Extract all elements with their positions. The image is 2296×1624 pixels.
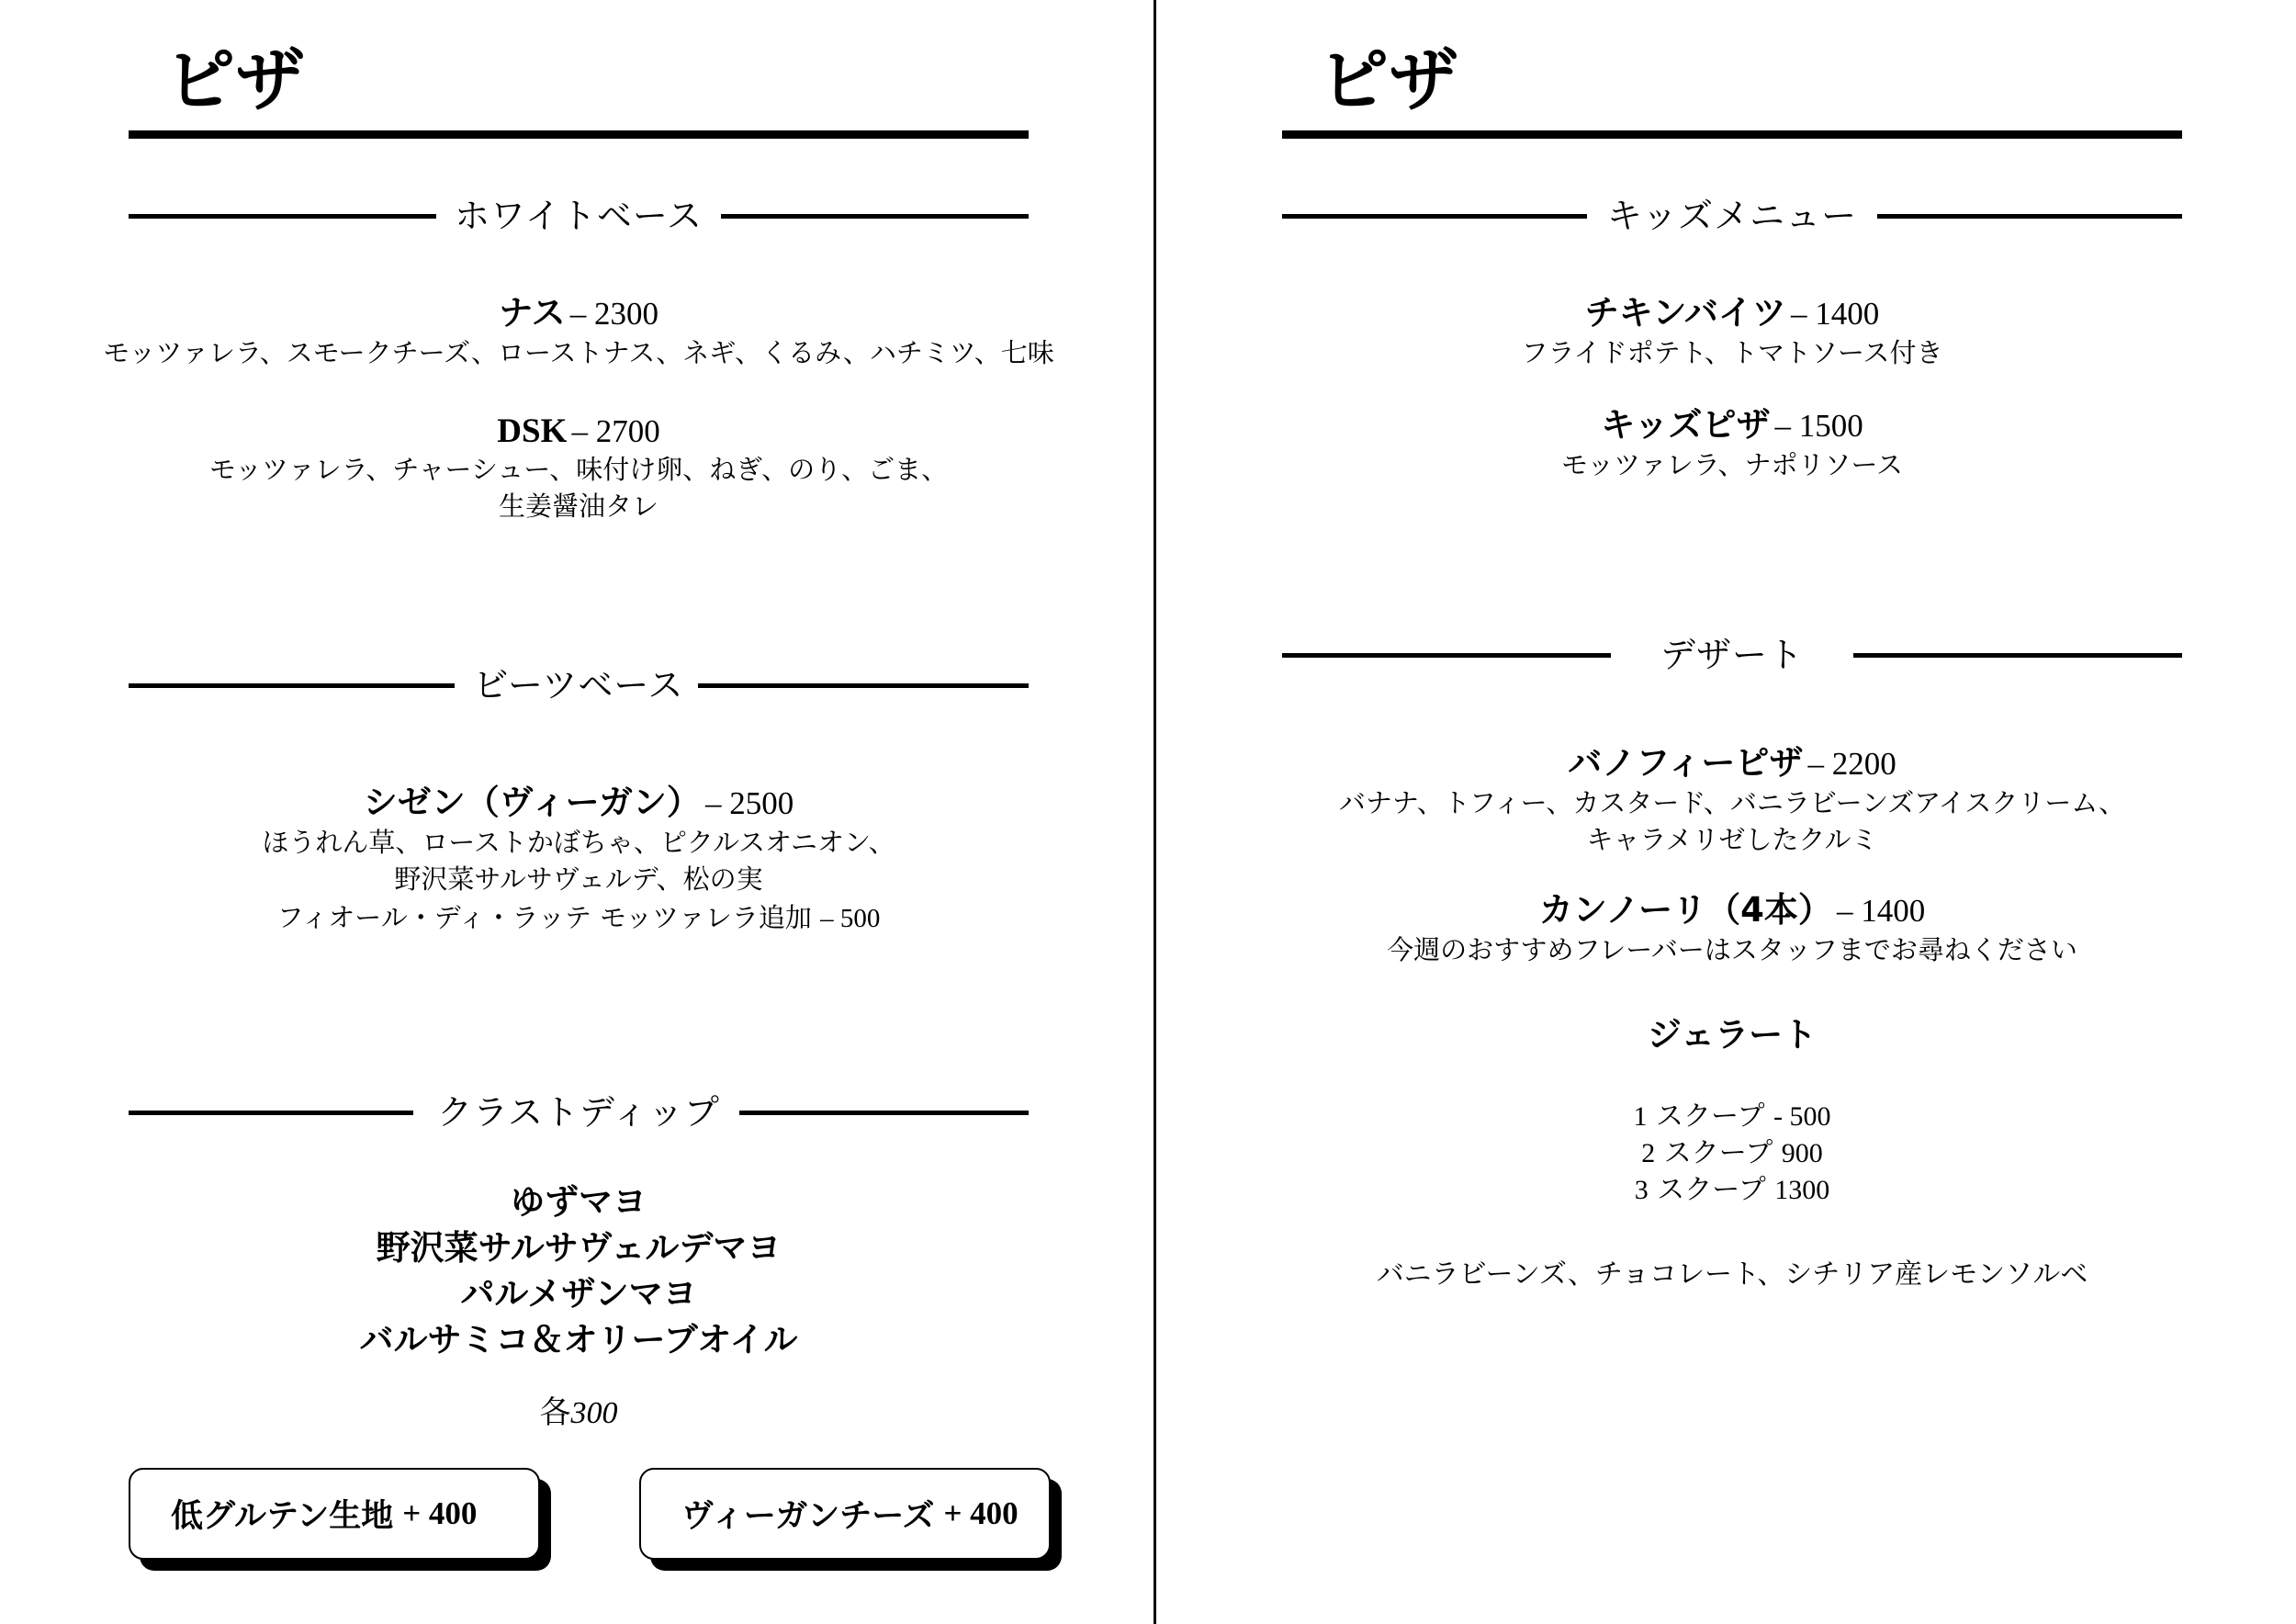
menu-item-nasu (73, 285, 1084, 371)
item-description: キャラメリゼしたクルミ (1586, 824, 1878, 855)
section-heading-white-base (129, 188, 1029, 243)
list-item: 野沢菜サルサヴェルデマヨ (376, 1228, 782, 1268)
dip-price (129, 1387, 1029, 1432)
menu-item-banoffee-pizza (1227, 735, 2237, 858)
section-heading-dessert (1282, 627, 2182, 682)
item-extra-price: – 500 (820, 904, 881, 933)
section-heading-kids-menu (1282, 188, 2182, 243)
item-name: カンノーリ（4本） (1538, 890, 1832, 930)
list-item (1282, 1135, 2182, 1172)
scoop-count: 2 (1641, 1138, 1656, 1168)
item-name: DSK (497, 412, 568, 450)
item-name: キッズピザ (1601, 405, 1771, 445)
menu-item-chicken-bites (1227, 285, 2237, 371)
item-description: 生姜醤油タレ (498, 491, 658, 522)
gelato-scoop-list (1282, 1099, 2182, 1209)
scoop-price: - 500 (1773, 1101, 1831, 1132)
addon-label: ヴィーガンチーズ (681, 1498, 935, 1535)
item-price: – 1500 (1774, 408, 1863, 444)
list-item: パルメザンマヨ (460, 1274, 697, 1314)
left-page (103, 0, 1054, 1624)
item-name: シゼン（ヴィーガン） (363, 783, 701, 822)
scoop-label: スクープ (1657, 1174, 1766, 1206)
menu-item-dsk (73, 412, 1084, 524)
title-rule (129, 130, 1029, 139)
scoop-label: スクープ (1656, 1100, 1765, 1133)
item-extra: フィオール・ディ・ラッテ モッツァレラ追加 (276, 902, 812, 933)
section-heading-beet-base (129, 658, 1029, 713)
dip-list (129, 1179, 1029, 1432)
item-description: モッツァレラ、ナポリソース (1560, 449, 1904, 480)
item-name: ナス (499, 293, 566, 333)
scoop-count: 3 (1634, 1175, 1649, 1205)
scoop-count: 1 (1633, 1101, 1648, 1132)
section-label: ビーツベース (473, 665, 684, 705)
list-item (1282, 1099, 2182, 1135)
addon-price: + 400 (943, 1495, 1019, 1531)
item-name: バノフィーピザ (1568, 743, 1804, 783)
scoop-price: 900 (1781, 1138, 1823, 1168)
right-page (1282, 0, 2182, 1624)
list-item: バルサミコ＆オリーブオイル (359, 1320, 798, 1359)
item-price: – 1400 (1837, 893, 1926, 929)
item-price: – 2300 (569, 296, 658, 332)
item-description: 今週のおすすめフレーバーはスタッフまでお尋ねください (1387, 934, 2077, 965)
item-description: モッツァレラ、チャーシュー、味付け卵、ねぎ、のり、ごま、 (208, 454, 949, 485)
addon-vegan-cheese-button[interactable] (639, 1468, 1051, 1560)
page-title: ピザ (165, 39, 305, 121)
list-item: ゆずマヨ (511, 1182, 647, 1222)
item-description: バナナ、トフィー、カスタード、バニラビーンズアイスクリーム、 (1338, 787, 2126, 818)
item-price: – 2200 (1807, 746, 1896, 782)
menu-item-cannoli (1227, 882, 2237, 968)
addon-price: + 400 (402, 1495, 478, 1531)
section-heading-crust-dip (129, 1085, 1029, 1140)
title-rule (1282, 130, 2182, 139)
scoop-label: スクープ (1663, 1137, 1773, 1169)
addon-low-gluten-button[interactable] (129, 1468, 540, 1560)
item-name: チキンバイツ (1584, 293, 1786, 333)
page-divider (1154, 0, 1156, 1624)
each-price: 300 (570, 1396, 618, 1430)
list-item (1282, 1172, 2182, 1209)
section-label: デザート (1660, 635, 1804, 675)
item-description: ほうれん草、ローストかぼちゃ、ピクルスオニオン、 (262, 827, 895, 858)
item-price: – 1400 (1790, 296, 1880, 332)
item-description: モッツァレラ、スモークチーズ、ローストナス、ネギ、くるみ、ハチミツ、七味 (103, 337, 1054, 368)
scoop-price: 1300 (1774, 1175, 1830, 1205)
item-name: ジェラート (1647, 1015, 1818, 1054)
item-price: – 2700 (571, 413, 660, 449)
menu-item-shizen (73, 774, 1084, 935)
item-price: – 2500 (704, 785, 794, 821)
each-label: 各 (539, 1394, 571, 1431)
item-description: フライドポテト、トマトソース付き (1521, 337, 1943, 368)
section-label: キッズメニュー (1606, 196, 1858, 236)
section-label: クラストディップ (437, 1092, 720, 1133)
section-label: ホワイトベース (455, 196, 703, 236)
item-description: 野沢菜サルサヴェルデ、松の実 (394, 863, 763, 895)
gelato-flavors: バニラビーンズ、チョコレート、シチリア産レモンソルベ (1376, 1258, 2088, 1291)
menu-item-gelato (1227, 1007, 2237, 1056)
addon-label: 低グルテン生地 (171, 1498, 394, 1535)
menu-item-kids-pizza (1227, 397, 2237, 483)
page-title: ピザ (1319, 39, 1458, 121)
